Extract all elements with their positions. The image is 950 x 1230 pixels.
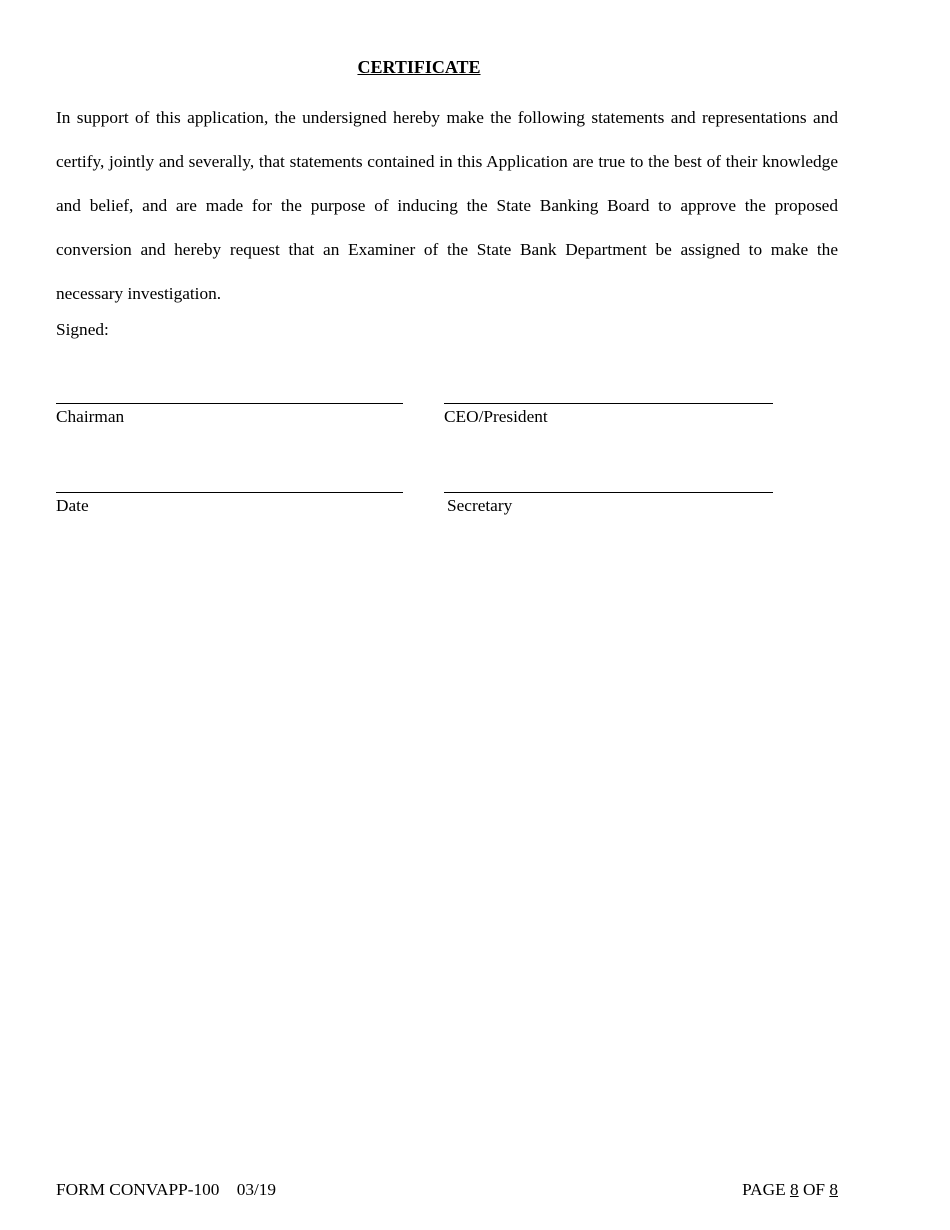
page-of: OF [802, 1180, 826, 1199]
page-current: 8 [789, 1180, 799, 1199]
page-number [742, 1180, 838, 1200]
page-prefix: PAGE [742, 1180, 786, 1199]
secretary-label: Secretary [447, 496, 513, 515]
chairman-signature-line [56, 403, 403, 404]
page-total: 8 [829, 1180, 838, 1199]
form-id: FORM CONVAPP-100 [56, 1180, 220, 1199]
certification-paragraph: In support of this application, the undersigned hereby make the following statements and representations and certify, jointly and severally, that statements contained in this Application are true to the best of their knowledge and belief, and are made for the purpose of inducing the State Banking Board to approve the proposed conversion and hereby request that an Examiner of the State Bank Department be assigned to make the necessary investigation. [56, 108, 838, 303]
ceo-president-label: CEO/President [444, 407, 548, 426]
certificate-title: CERTIFICATE [357, 57, 481, 77]
secretary-signature-line [444, 492, 773, 493]
chairman-label: Chairman [56, 407, 125, 426]
form-identifier [56, 1180, 276, 1200]
ceo-president-signature-line [444, 403, 773, 404]
date-signature-line [56, 492, 403, 493]
signed-label: Signed: [56, 320, 109, 339]
date-label: Date [56, 496, 89, 515]
form-date: 03/19 [236, 1180, 277, 1199]
